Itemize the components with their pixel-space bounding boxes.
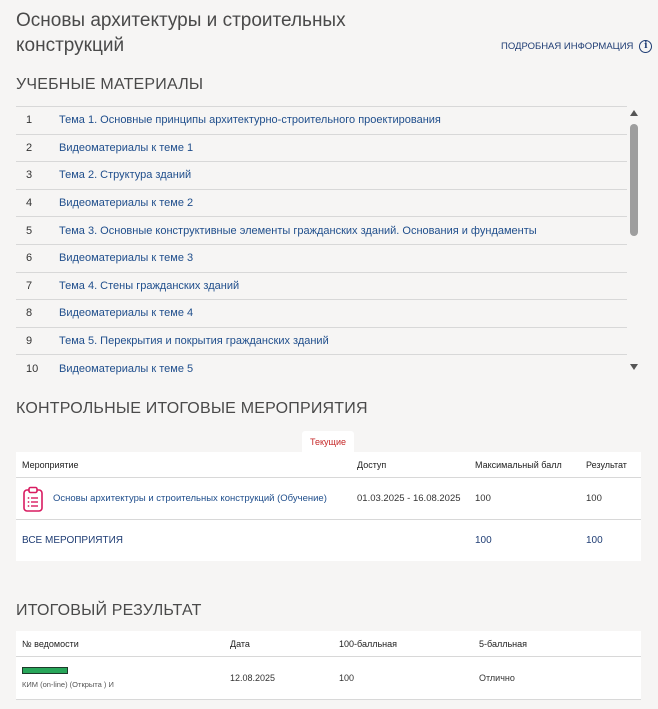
item-number: 2	[26, 141, 33, 154]
result-score5: Отлично	[479, 673, 515, 683]
header-max: Максимальный балл	[475, 459, 562, 470]
tab-current[interactable]: Текущие	[302, 431, 354, 452]
event-result: 100	[586, 493, 602, 504]
list-item	[16, 217, 627, 245]
material-link[interactable]: Тема 5. Перекрытия и покрытия гражданских зданий	[59, 335, 329, 348]
total-result: 100	[586, 535, 603, 546]
header-date: Дата	[230, 638, 250, 649]
item-number: 8	[26, 307, 33, 320]
result-date: 12.08.2025	[230, 673, 276, 683]
material-link[interactable]: Тема 4. Стены гражданских зданий	[59, 279, 240, 292]
clipboard-icon	[22, 486, 44, 512]
header-access: Доступ	[357, 459, 387, 470]
list-item	[16, 273, 627, 301]
all-events-label[interactable]: ВСЕ МЕРОПРИЯТИЯ	[22, 535, 124, 546]
materials-scrollbar[interactable]	[628, 106, 641, 374]
all-events-link[interactable]	[16, 535, 357, 546]
material-link[interactable]: Тема 1. Основные принципы архитектурно-строительного проектирования	[59, 114, 441, 127]
events-table	[16, 452, 641, 561]
final-section-title: ИТОГОВЫЙ РЕЗУЛЬТАТ	[16, 602, 202, 619]
header-score100: 100-балльная	[339, 638, 398, 649]
result-score100: 100	[339, 673, 355, 683]
item-number: 10	[26, 362, 39, 375]
event-link[interactable]: Основы архитектуры и строительных конструкций (Обучение)	[53, 493, 327, 504]
material-link[interactable]: Видеоматериалы к теме 3	[59, 252, 194, 265]
final-results-table	[16, 631, 641, 700]
list-item	[16, 190, 627, 218]
event-cell	[16, 486, 357, 512]
scrollbar-thumb[interactable]	[630, 124, 638, 236]
item-number: 4	[26, 197, 33, 210]
item-number: 1	[26, 114, 33, 127]
scroll-up-arrow-icon[interactable]	[630, 110, 638, 116]
list-item	[16, 355, 627, 382]
header-vedomost: № ведомости	[22, 638, 79, 649]
item-number: 5	[26, 224, 33, 237]
final-table-header	[16, 631, 641, 657]
total-max-score: 100	[475, 535, 492, 546]
header-score5: 5-балльная	[479, 638, 527, 649]
materials-list	[16, 106, 627, 382]
details-link-label: ПОДРОБНАЯ ИНФОРМАЦИЯ	[501, 41, 634, 52]
item-number: 6	[26, 252, 33, 265]
table-row	[16, 478, 641, 520]
material-link[interactable]: Тема 3. Основные конструктивные элементы гражданских зданий. Основания и фундаменты	[59, 224, 537, 237]
vedomost-label: КИМ (on-line) (Открыта ) И	[22, 680, 114, 689]
list-item	[16, 107, 627, 135]
item-number: 3	[26, 169, 33, 182]
item-number: 7	[26, 279, 33, 292]
material-link[interactable]: Видеоматериалы к теме 5	[59, 362, 194, 375]
events-section-title: КОНТРОЛЬНЫЕ ИТОГОВЫЕ МЕРОПРИЯТИЯ	[16, 400, 368, 417]
list-item	[16, 162, 627, 190]
material-link[interactable]: Тема 2. Структура зданий	[59, 169, 192, 182]
list-item	[16, 135, 627, 163]
header-event: Мероприятие	[22, 459, 79, 470]
events-total-row	[16, 520, 641, 561]
page-title: Основы архитектуры и строительных конструкций	[16, 10, 346, 56]
material-link[interactable]: Видеоматериалы к теме 1	[59, 141, 194, 154]
table-row	[16, 657, 641, 700]
details-link[interactable]	[501, 40, 652, 53]
events-table-header	[16, 452, 641, 478]
list-item	[16, 245, 627, 273]
event-access: 01.03.2025 - 16.08.2025	[357, 493, 461, 504]
item-number: 9	[26, 335, 33, 348]
list-item	[16, 328, 627, 356]
event-max-score: 100	[475, 493, 491, 504]
material-link[interactable]: Видеоматериалы к теме 2	[59, 197, 194, 210]
info-icon: i	[639, 40, 652, 53]
material-link[interactable]: Видеоматериалы к теме 4	[59, 307, 194, 320]
scroll-down-arrow-icon[interactable]	[630, 364, 638, 370]
header-result: Результат	[586, 459, 627, 470]
list-item	[16, 300, 627, 328]
status-bar	[22, 667, 68, 674]
materials-section-title: УЧЕБНЫЕ МАТЕРИАЛЫ	[16, 76, 204, 93]
vedomost-cell	[16, 667, 230, 689]
